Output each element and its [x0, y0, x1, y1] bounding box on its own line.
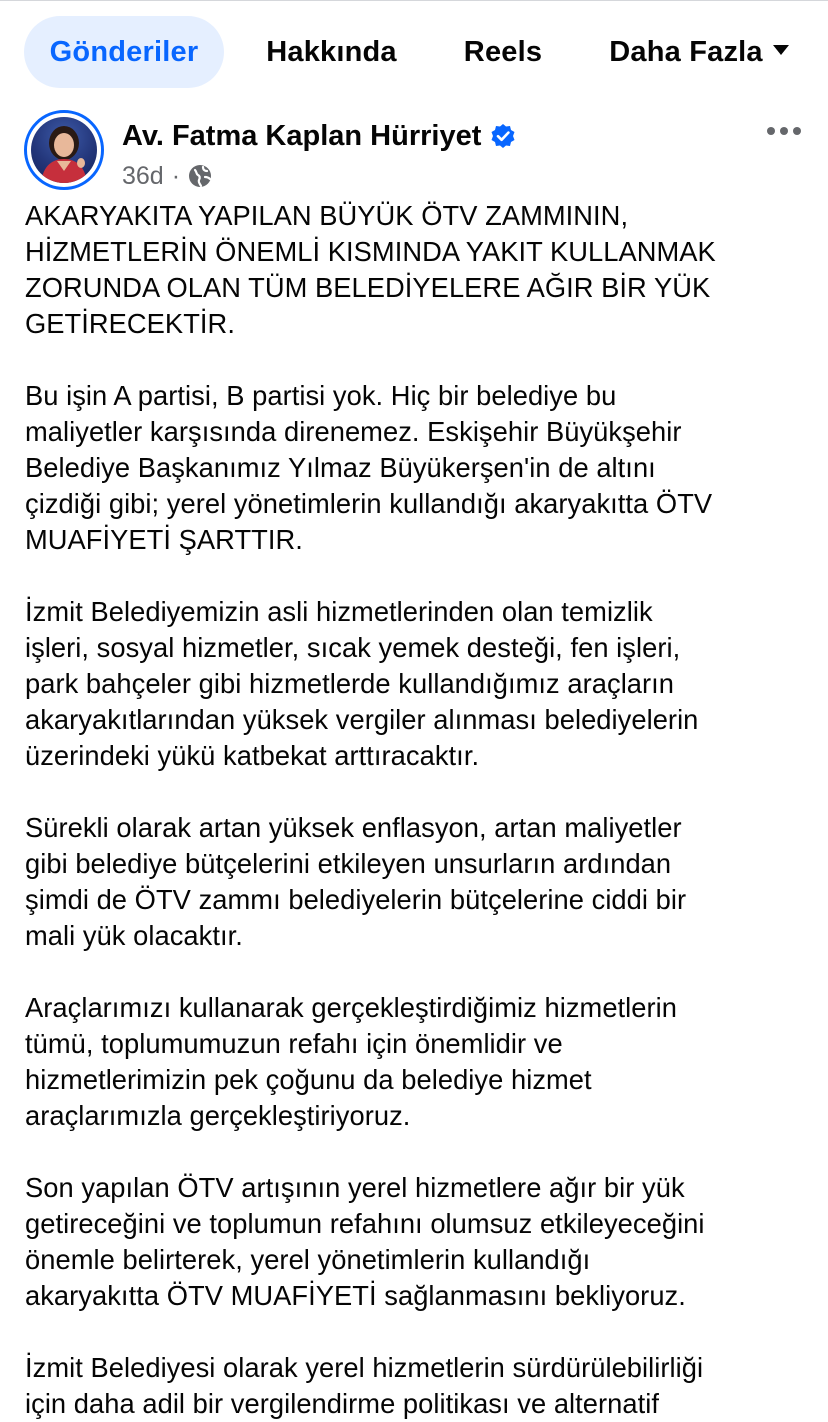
more-dots-icon: [766, 126, 802, 136]
tab-reels[interactable]: [444, 16, 562, 88]
post-line: HİZMETLERİN ÖNEMLİ KISMINDA YAKIT KULLANMAK: [25, 236, 716, 267]
post-line: İzmit Belediyesi olarak yerel hizmetlerin sürdürülebilirliği: [25, 1352, 704, 1383]
meta-separator: ·: [171, 161, 181, 190]
post-paragraph: [25, 990, 805, 1134]
post-line: gibi belediye bütçelerini etkileyen unsurların ardından: [25, 848, 672, 879]
post-line: hizmetlerimizin pek çoğunu da belediye hizmet: [25, 1064, 592, 1095]
post-line: önemle belirterek, yerel yönetimlerin kullandığı: [25, 1244, 591, 1275]
globe-icon: [188, 164, 212, 188]
post-line: akaryakıtlarından yüksek vergiler alınması belediyelerin: [25, 704, 699, 735]
post-line: getireceğini ve toplumun refahını olumsuz etkileyeceğini: [25, 1208, 705, 1239]
caret-down-icon: [773, 45, 789, 55]
tab-posts[interactable]: [24, 16, 224, 88]
post-paragraph: [25, 594, 805, 774]
post-line: işleri, sosyal hizmetler, sıcak yemek desteği, fen işleri,: [25, 632, 681, 663]
post-line: araçlarımızla gerçekleştiriyoruz.: [25, 1100, 411, 1131]
post-meta: [122, 160, 212, 192]
post-line: maliyetler karşısında direnemez. Eskişehir Büyükşehir: [25, 416, 682, 447]
post-line: Bu işin A partisi, B partisi yok. Hiç bir belediye bu: [25, 380, 617, 411]
post-line: çizdiği gibi; yerel yönetimlerin kullandığı akaryakıtta ÖTV: [25, 488, 713, 519]
post-header: [0, 108, 828, 192]
avatar[interactable]: [24, 110, 104, 190]
post-line: Son yapılan ÖTV artışının yerel hizmetlere ağır bir yük: [25, 1172, 685, 1203]
tab-about-label: Hakkında: [266, 35, 397, 68]
post-time[interactable]: 36d: [122, 161, 164, 190]
post-line: Belediye Başkanımız Yılmaz Büyükerşen'in de altını: [25, 452, 656, 483]
tab-reels-label: Reels: [463, 35, 543, 68]
post-line: GETİRECEKTİR.: [25, 308, 235, 339]
post-line: için daha adil bir vergilendirme politikası ve alternatif: [25, 1388, 660, 1419]
post-line: mali yük olacaktır.: [25, 920, 243, 951]
post-line: park bahçeler gibi hizmetlerde kullandığımız araçların: [25, 668, 675, 699]
tab-more-label: Daha Fazla: [609, 35, 763, 68]
post-line: İzmit Belediyemizin asli hizmetlerinden olan temizlik: [25, 596, 653, 627]
post-line: tümü, toplumumuzun refahı için önemlidir ve: [25, 1028, 563, 1059]
tab-about[interactable]: [244, 16, 419, 88]
post-line: akaryakıtta ÖTV MUAFİYETİ sağlanmasını bekliyoruz.: [25, 1280, 686, 1311]
post-paragraph: [25, 198, 805, 342]
tab-posts-label: Gönderiler: [49, 35, 199, 68]
more-options-button[interactable]: [760, 116, 808, 146]
author-row: [122, 118, 516, 154]
post-paragraph: [25, 1170, 805, 1314]
post-line: Sürekli olarak artan yüksek enflasyon, artan maliyetler: [25, 812, 682, 843]
avatar-photo: [31, 117, 97, 183]
profile-tabs: [0, 16, 828, 88]
post-line: AKARYAKITA YAPILAN BÜYÜK ÖTV ZAMMININ,: [25, 200, 629, 231]
author-name[interactable]: Av. Fatma Kaplan Hürriyet: [122, 119, 482, 152]
post-paragraph: [25, 378, 805, 558]
avatar-portrait-icon: [31, 117, 97, 183]
post-text: [25, 198, 805, 1422]
post-line: MUAFİYETİ ŞARTTIR.: [25, 524, 303, 555]
post-paragraph: [25, 1350, 805, 1422]
verified-badge-icon: [490, 123, 516, 149]
post-line: Araçlarımızı kullanarak gerçekleştirdiğimiz hizmetlerin: [25, 992, 678, 1023]
post-line: ZORUNDA OLAN TÜM BELEDİYELERE AĞIR BİR YÜK: [25, 272, 711, 303]
top-divider: [0, 0, 828, 1]
post-paragraph: [25, 810, 805, 954]
post-line: şimdi de ÖTV zammı belediyelerin bütçelerine ciddi bir: [25, 884, 687, 915]
tab-more[interactable]: [590, 16, 808, 88]
post-line: üzerindeki yükü katbekat arttıracaktır.: [25, 740, 480, 771]
